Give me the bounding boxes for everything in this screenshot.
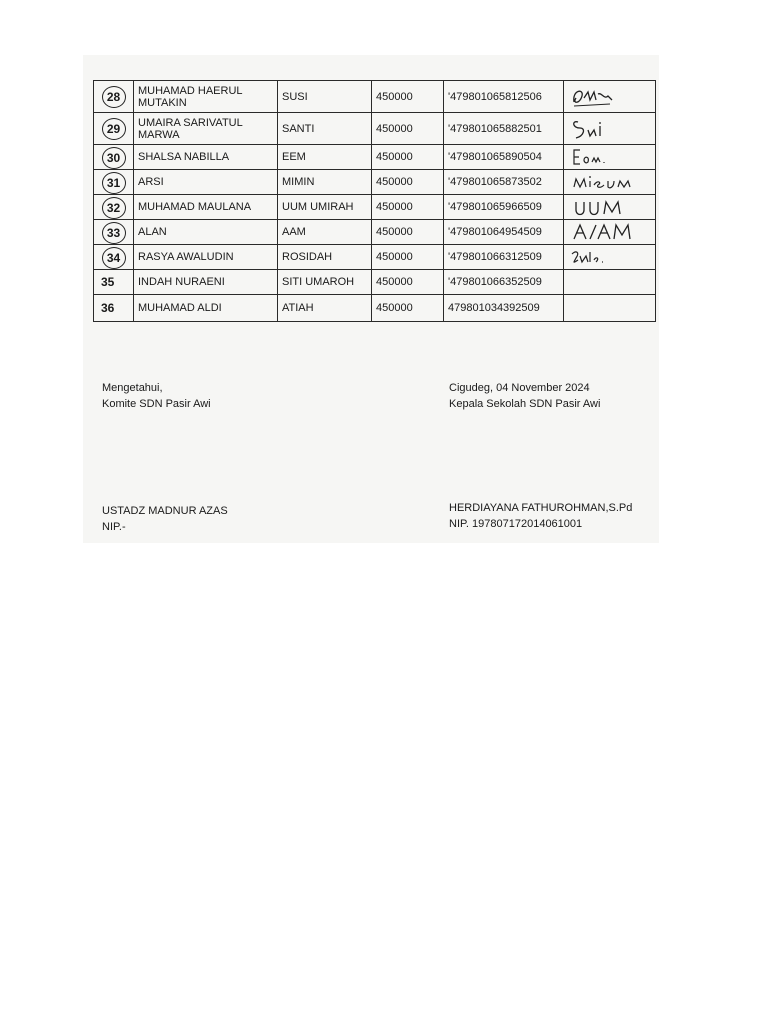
account-number: '479801065890504	[444, 145, 564, 170]
signature-cell	[564, 113, 656, 145]
parent-name: SITI UMAROH	[278, 270, 372, 295]
principal-nip: NIP. 197807172014061001	[449, 518, 583, 530]
parent-name: MIMIN	[278, 170, 372, 195]
amount: 450000	[372, 81, 444, 113]
parent-name: EEM	[278, 145, 372, 170]
table-row	[94, 113, 656, 145]
row-number: 36	[94, 295, 134, 322]
table-row	[94, 295, 656, 322]
signature-mark	[568, 116, 618, 142]
student-name: INDAH NURAENI	[134, 270, 278, 295]
principal-name: HERDIAYANA FATHUROHMAN,S.Pd	[449, 502, 633, 514]
table-row	[94, 170, 656, 195]
signature-mark	[568, 196, 638, 218]
table-row	[94, 270, 656, 295]
table-row	[94, 220, 656, 245]
amount: 450000	[372, 220, 444, 245]
parent-name: AAM	[278, 220, 372, 245]
row-number: 30	[94, 145, 134, 170]
row-number: 35	[94, 270, 134, 295]
amount: 450000	[372, 270, 444, 295]
signature-cell	[564, 295, 656, 322]
signature-cell	[564, 245, 656, 270]
account-number: '479801066312509	[444, 245, 564, 270]
place-date-block	[449, 380, 600, 412]
signature-mark	[568, 171, 638, 193]
table-row	[94, 245, 656, 270]
account-number: 479801034392509	[444, 295, 564, 322]
principal-signatory	[449, 500, 632, 532]
row-number: 29	[94, 113, 134, 145]
signature-mark	[568, 84, 618, 110]
amount: 450000	[372, 145, 444, 170]
signature-cell	[564, 170, 656, 195]
signature-cell	[564, 145, 656, 170]
student-name: MUHAMAD ALDI	[134, 295, 278, 322]
student-name: MUHAMAD HAERUL MUTAKIN	[134, 81, 278, 113]
student-name: MUHAMAD MAULANA	[134, 195, 278, 220]
amount: 450000	[372, 245, 444, 270]
account-number: '479801065966509	[444, 195, 564, 220]
principal-title: Kepala Sekolah SDN Pasir Awi	[449, 398, 601, 410]
amount: 450000	[372, 113, 444, 145]
signature-cell	[564, 220, 656, 245]
student-name: SHALSA NABILLA	[134, 145, 278, 170]
parent-name: ROSIDAH	[278, 245, 372, 270]
row-number: 33	[94, 220, 134, 245]
committee-title: Komite SDN Pasir Awi	[102, 398, 211, 410]
row-number: 34	[94, 245, 134, 270]
account-number: '479801064954509	[444, 220, 564, 245]
student-name: ALAN	[134, 220, 278, 245]
approval-label: Mengetahui,	[102, 382, 163, 394]
signature-cell	[564, 270, 656, 295]
parent-name: UUM UMIRAH	[278, 195, 372, 220]
amount: 450000	[372, 295, 444, 322]
table-row	[94, 145, 656, 170]
amount: 450000	[372, 195, 444, 220]
signature-mark	[568, 146, 628, 168]
parent-name: SANTI	[278, 113, 372, 145]
parent-name: SUSI	[278, 81, 372, 113]
recipient-table	[93, 80, 656, 322]
signature-cell	[564, 81, 656, 113]
account-number: '479801065812506	[444, 81, 564, 113]
student-name: UMAIRA SARIVATUL MARWA	[134, 113, 278, 145]
student-name: RASYA AWALUDIN	[134, 245, 278, 270]
row-number: 32	[94, 195, 134, 220]
table-row	[94, 81, 656, 113]
committee-nip: NIP.-	[102, 521, 126, 533]
place-date: Cigudeg, 04 November 2024	[449, 382, 590, 394]
row-number: 28	[94, 81, 134, 113]
parent-name: ATIAH	[278, 295, 372, 322]
committee-signatory	[102, 503, 228, 535]
row-number: 31	[94, 170, 134, 195]
committee-name: USTADZ MADNUR AZAS	[102, 505, 228, 517]
signature-mark	[568, 221, 638, 243]
signature-cell	[564, 195, 656, 220]
account-number: '479801065873502	[444, 170, 564, 195]
account-number: '479801065882501	[444, 113, 564, 145]
amount: 450000	[372, 170, 444, 195]
table-row	[94, 195, 656, 220]
signature-mark	[568, 246, 618, 268]
account-number: '479801066352509	[444, 270, 564, 295]
committee-approval	[102, 380, 211, 412]
student-name: ARSI	[134, 170, 278, 195]
